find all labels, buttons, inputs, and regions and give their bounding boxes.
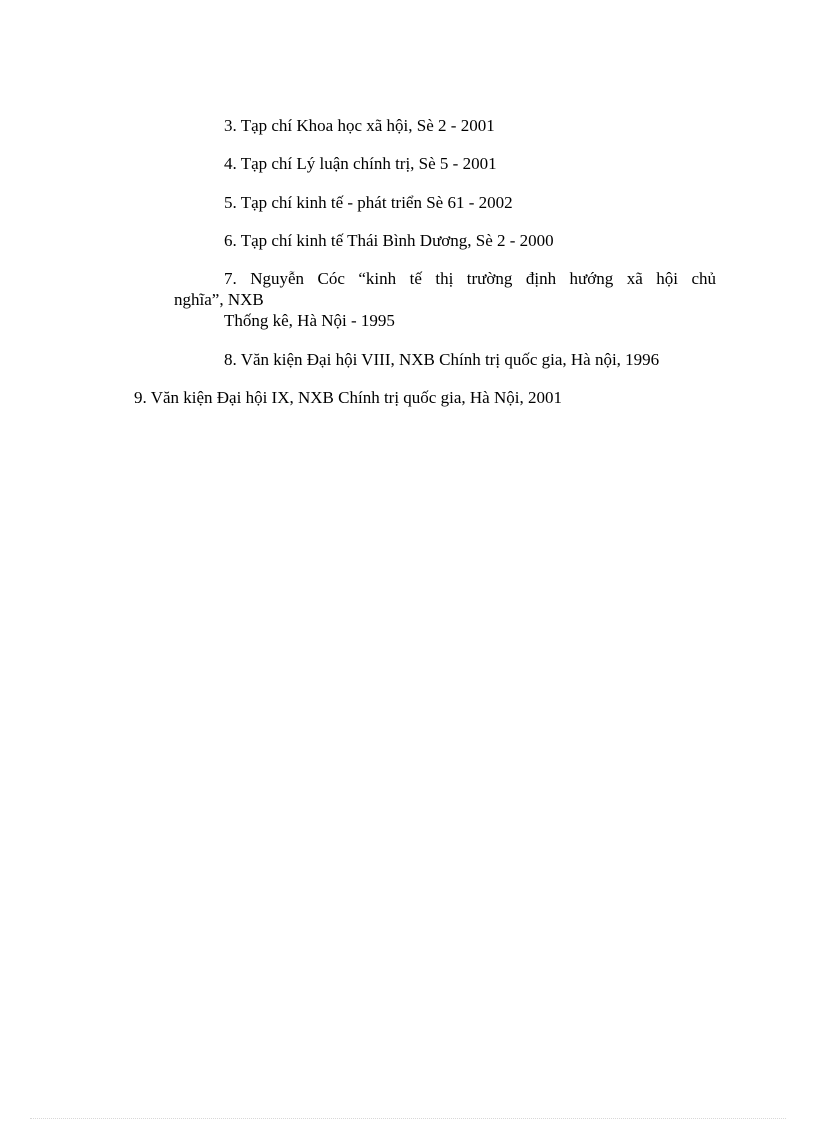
- reference-item-4: 4. Tạp chí Lý luận chính trị, Sè 5 - 2001: [224, 154, 497, 173]
- reference-item-6: 6. Tạp chí kinh tế Thái Bình Dương, Sè 2 - 2000: [224, 231, 554, 250]
- reference-item-8: 8. Văn kiện Đại hội VIII, NXB Chính trị quốc gia, Hà nội, 1996: [224, 350, 660, 369]
- reference-item-9: 9. Văn kiện Đại hội IX, NXB Chính trị quốc gia, Hà Nội, 2001: [134, 388, 562, 407]
- page-bottom-divider: [30, 1118, 786, 1119]
- reference-item-3: 3. Tạp chí Khoa học xã hội, Sè 2 - 2001: [224, 116, 495, 135]
- reference-item-5: 5. Tạp chí kinh tế - phát triển Sè 61 - 2002: [224, 193, 513, 212]
- reference-item-7: [174, 268, 716, 331]
- reference-item-7-line-1: 7. Nguyễn Cóc “kinh tế thị trường định hướng xã hội chủ: [224, 269, 716, 288]
- reference-item-7-line-3: Thống kê, Hà Nội - 1995: [224, 311, 395, 330]
- reference-item-7-line-2: nghĩa”, NXB: [174, 290, 264, 309]
